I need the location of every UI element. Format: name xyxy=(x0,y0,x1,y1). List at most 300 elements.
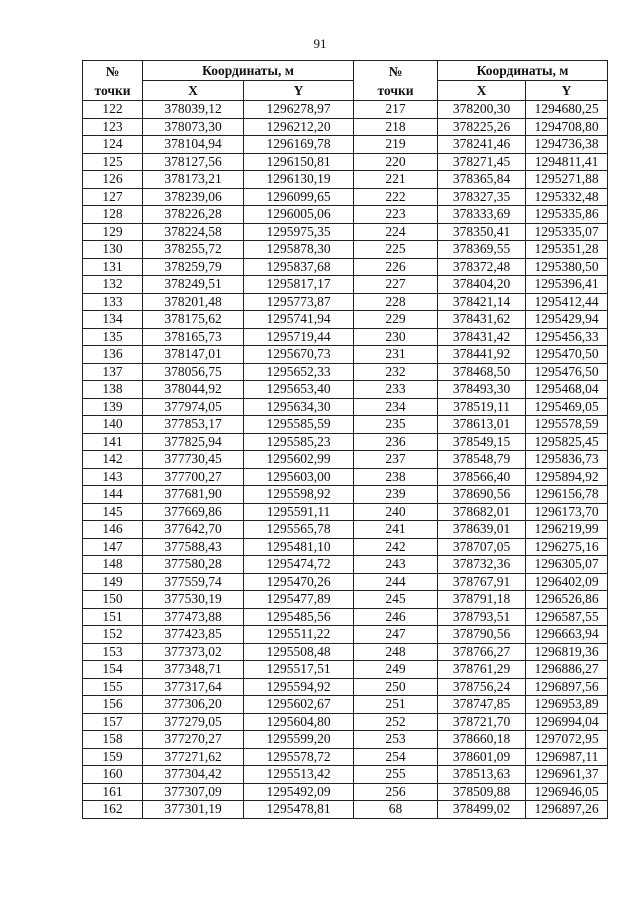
x-coordinate-right: 378350,41 xyxy=(438,223,526,241)
y-coordinate-right: 1296156,78 xyxy=(526,486,608,504)
point-number-left: 142 xyxy=(83,451,143,469)
y-coordinate-left: 1295585,23 xyxy=(244,433,354,451)
x-coordinate-left: 377559,74 xyxy=(143,573,244,591)
y-coordinate-left: 1295817,17 xyxy=(244,276,354,294)
y-coordinate-right: 1296953,89 xyxy=(526,696,608,714)
point-number-right: 240 xyxy=(354,503,438,521)
y-coordinate-right: 1296663,94 xyxy=(526,626,608,644)
y-coordinate-right: 1296587,55 xyxy=(526,608,608,626)
x-coordinate-left: 377588,43 xyxy=(143,538,244,556)
y-header-right: Y xyxy=(526,81,608,101)
x-coordinate-left: 378044,92 xyxy=(143,381,244,399)
point-number-right: 68 xyxy=(354,801,438,819)
y-coordinate-left: 1295508,48 xyxy=(244,643,354,661)
y-coordinate-left: 1296130,19 xyxy=(244,171,354,189)
x-coordinate-right: 378613,01 xyxy=(438,416,526,434)
point-number-left: 136 xyxy=(83,346,143,364)
coords-header-right: Координаты, м xyxy=(438,61,608,81)
point-label: точки xyxy=(94,82,131,98)
x-coordinate-right: 378421,14 xyxy=(438,293,526,311)
table-header xyxy=(83,61,608,101)
point-number-left: 127 xyxy=(83,188,143,206)
y-coordinate-right: 1295332,48 xyxy=(526,188,608,206)
y-coordinate-right: 1296897,56 xyxy=(526,678,608,696)
point-number-left: 147 xyxy=(83,538,143,556)
x-coordinate-left: 378104,94 xyxy=(143,136,244,154)
x-coordinate-right: 378548,79 xyxy=(438,451,526,469)
point-number-left: 135 xyxy=(83,328,143,346)
y-coordinate-left: 1295585,59 xyxy=(244,416,354,434)
point-number-right: 245 xyxy=(354,591,438,609)
x-coordinate-right: 378682,01 xyxy=(438,503,526,521)
table-row xyxy=(83,136,608,154)
y-coordinate-right: 1296819,36 xyxy=(526,643,608,661)
y-coordinate-right: 1295578,59 xyxy=(526,416,608,434)
point-number-right: 243 xyxy=(354,556,438,574)
point-number-right: 234 xyxy=(354,398,438,416)
x-coordinate-left: 378239,06 xyxy=(143,188,244,206)
point-number-left: 138 xyxy=(83,381,143,399)
point-number-left: 156 xyxy=(83,696,143,714)
x-coordinate-left: 377730,45 xyxy=(143,451,244,469)
table-row xyxy=(83,503,608,521)
x-coordinate-right: 378793,51 xyxy=(438,608,526,626)
point-number-right: 219 xyxy=(354,136,438,154)
table-row xyxy=(83,783,608,801)
x-coordinate-left: 377271,62 xyxy=(143,748,244,766)
y-coordinate-left: 1295602,99 xyxy=(244,451,354,469)
y-header-left: Y xyxy=(244,81,354,101)
table-row xyxy=(83,101,608,119)
x-coordinate-left: 378259,79 xyxy=(143,258,244,276)
y-coordinate-left: 1295634,30 xyxy=(244,398,354,416)
x-coordinate-left: 378201,48 xyxy=(143,293,244,311)
point-number-left: 150 xyxy=(83,591,143,609)
point-number-left: 144 xyxy=(83,486,143,504)
y-coordinate-left: 1295878,30 xyxy=(244,241,354,259)
table-body xyxy=(83,101,608,819)
x-coordinate-right: 378549,15 xyxy=(438,433,526,451)
y-coordinate-right: 1295396,41 xyxy=(526,276,608,294)
point-number-left: 123 xyxy=(83,118,143,136)
table-row xyxy=(83,713,608,731)
point-number-right: 252 xyxy=(354,713,438,731)
table-row xyxy=(83,328,608,346)
point-number-left: 131 xyxy=(83,258,143,276)
y-coordinate-left: 1295594,92 xyxy=(244,678,354,696)
x-coordinate-right: 378225,26 xyxy=(438,118,526,136)
point-number-left: 155 xyxy=(83,678,143,696)
table-row xyxy=(83,241,608,259)
point-number-right: 249 xyxy=(354,661,438,679)
x-coordinate-left: 377306,20 xyxy=(143,696,244,714)
table-row xyxy=(83,398,608,416)
y-coordinate-right: 1295468,04 xyxy=(526,381,608,399)
y-coordinate-left: 1295652,33 xyxy=(244,363,354,381)
point-number-right: 256 xyxy=(354,783,438,801)
x-coordinate-right: 378707,05 xyxy=(438,538,526,556)
point-number-left: 151 xyxy=(83,608,143,626)
table-row xyxy=(83,206,608,224)
table-row xyxy=(83,521,608,539)
table-row xyxy=(83,171,608,189)
point-number-header-left xyxy=(83,61,143,101)
table-row xyxy=(83,451,608,469)
point-number-left: 146 xyxy=(83,521,143,539)
point-number-left: 130 xyxy=(83,241,143,259)
x-coordinate-right: 378431,42 xyxy=(438,328,526,346)
y-coordinate-right: 1296275,16 xyxy=(526,538,608,556)
y-coordinate-right: 1296987,11 xyxy=(526,748,608,766)
x-coordinate-left: 378255,72 xyxy=(143,241,244,259)
table-row xyxy=(83,661,608,679)
y-coordinate-left: 1295517,51 xyxy=(244,661,354,679)
y-coordinate-left: 1296212,20 xyxy=(244,118,354,136)
point-number-left: 149 xyxy=(83,573,143,591)
point-number-right: 217 xyxy=(354,101,438,119)
point-number-right: 226 xyxy=(354,258,438,276)
y-coordinate-left: 1295591,11 xyxy=(244,503,354,521)
y-coordinate-left: 1295599,20 xyxy=(244,731,354,749)
point-number-left: 158 xyxy=(83,731,143,749)
y-coordinate-left: 1295598,92 xyxy=(244,486,354,504)
y-coordinate-right: 1295825,45 xyxy=(526,433,608,451)
point-number-right: 230 xyxy=(354,328,438,346)
table-row xyxy=(83,731,608,749)
table-row xyxy=(83,276,608,294)
page-number: 91 xyxy=(313,36,327,51)
point-number-right: 248 xyxy=(354,643,438,661)
x-coordinate-left: 378127,56 xyxy=(143,153,244,171)
y-coordinate-left: 1295741,94 xyxy=(244,311,354,329)
y-coordinate-right: 1296961,37 xyxy=(526,766,608,784)
y-coordinate-left: 1295485,56 xyxy=(244,608,354,626)
table-row xyxy=(83,538,608,556)
point-number-left: 145 xyxy=(83,503,143,521)
y-coordinate-right: 1295412,44 xyxy=(526,293,608,311)
y-coordinate-left: 1295975,35 xyxy=(244,223,354,241)
x-coordinate-left: 377473,88 xyxy=(143,608,244,626)
y-coordinate-left: 1295477,89 xyxy=(244,591,354,609)
x-coordinate-left: 377669,86 xyxy=(143,503,244,521)
y-coordinate-left: 1295603,00 xyxy=(244,468,354,486)
y-coordinate-right: 1295470,50 xyxy=(526,346,608,364)
table-row xyxy=(83,626,608,644)
point-number-right: 235 xyxy=(354,416,438,434)
point-number-right: 237 xyxy=(354,451,438,469)
point-number-left: 128 xyxy=(83,206,143,224)
y-coordinate-left: 1296005,06 xyxy=(244,206,354,224)
point-number-right: 241 xyxy=(354,521,438,539)
point-number-right: 229 xyxy=(354,311,438,329)
point-number-right: 239 xyxy=(354,486,438,504)
y-coordinate-right: 1294708,80 xyxy=(526,118,608,136)
point-number-right: 227 xyxy=(354,276,438,294)
table-row xyxy=(83,766,608,784)
point-number-left: 139 xyxy=(83,398,143,416)
y-coordinate-left: 1295478,81 xyxy=(244,801,354,819)
x-coordinate-left: 378175,62 xyxy=(143,311,244,329)
table-row xyxy=(83,293,608,311)
y-coordinate-left: 1295481,10 xyxy=(244,538,354,556)
table-row xyxy=(83,258,608,276)
table-row xyxy=(83,573,608,591)
point-number-left: 162 xyxy=(83,801,143,819)
y-coordinate-left: 1295470,26 xyxy=(244,573,354,591)
table-row xyxy=(83,363,608,381)
point-number-left: 137 xyxy=(83,363,143,381)
y-coordinate-left: 1296150,81 xyxy=(244,153,354,171)
x-coordinate-right: 378791,18 xyxy=(438,591,526,609)
y-coordinate-left: 1295653,40 xyxy=(244,381,354,399)
point-number-right: 247 xyxy=(354,626,438,644)
y-coordinate-right: 1295380,50 xyxy=(526,258,608,276)
x-coordinate-right: 378200,30 xyxy=(438,101,526,119)
x-coordinate-right: 378566,40 xyxy=(438,468,526,486)
y-coordinate-left: 1295604,80 xyxy=(244,713,354,731)
y-coordinate-left: 1295602,67 xyxy=(244,696,354,714)
y-coordinate-left: 1295670,73 xyxy=(244,346,354,364)
table-row xyxy=(83,346,608,364)
point-number-right: 242 xyxy=(354,538,438,556)
point-number-left: 125 xyxy=(83,153,143,171)
point-number-left: 129 xyxy=(83,223,143,241)
x-coordinate-right: 378639,01 xyxy=(438,521,526,539)
point-number-right: 246 xyxy=(354,608,438,626)
coords-header-left: Координаты, м xyxy=(143,61,354,81)
y-coordinate-right: 1295335,07 xyxy=(526,223,608,241)
point-number-left: 132 xyxy=(83,276,143,294)
y-coordinate-right: 1295469,05 xyxy=(526,398,608,416)
x-coordinate-right: 378790,56 xyxy=(438,626,526,644)
x-coordinate-left: 377307,09 xyxy=(143,783,244,801)
point-number-left: 159 xyxy=(83,748,143,766)
x-coordinate-right: 378365,84 xyxy=(438,171,526,189)
table-row xyxy=(83,678,608,696)
y-coordinate-left: 1296278,97 xyxy=(244,101,354,119)
x-coordinate-left: 377348,71 xyxy=(143,661,244,679)
y-coordinate-right: 1296173,70 xyxy=(526,503,608,521)
x-coordinate-right: 378601,09 xyxy=(438,748,526,766)
point-number-right: 254 xyxy=(354,748,438,766)
y-coordinate-right: 1297072,95 xyxy=(526,731,608,749)
x-header-right: X xyxy=(438,81,526,101)
y-coordinate-right: 1295335,86 xyxy=(526,206,608,224)
table-row xyxy=(83,433,608,451)
point-number-left: 143 xyxy=(83,468,143,486)
table-row xyxy=(83,801,608,819)
y-coordinate-right: 1296886,27 xyxy=(526,661,608,679)
point-number-right: 222 xyxy=(354,188,438,206)
point-number-right: 238 xyxy=(354,468,438,486)
x-coordinate-right: 378747,85 xyxy=(438,696,526,714)
x-coordinate-left: 377304,42 xyxy=(143,766,244,784)
x-coordinate-right: 378756,24 xyxy=(438,678,526,696)
point-number-right: 220 xyxy=(354,153,438,171)
table-row xyxy=(83,608,608,626)
point-number-right: 225 xyxy=(354,241,438,259)
y-coordinate-left: 1295578,72 xyxy=(244,748,354,766)
y-coordinate-right: 1296402,09 xyxy=(526,573,608,591)
table-row xyxy=(83,416,608,434)
point-number-left: 152 xyxy=(83,626,143,644)
point-label: точки xyxy=(377,82,414,98)
y-coordinate-right: 1296305,07 xyxy=(526,556,608,574)
x-coordinate-right: 378732,36 xyxy=(438,556,526,574)
y-coordinate-right: 1296897,26 xyxy=(526,801,608,819)
y-coordinate-right: 1294736,38 xyxy=(526,136,608,154)
y-coordinate-left: 1295513,42 xyxy=(244,766,354,784)
x-coordinate-left: 378224,58 xyxy=(143,223,244,241)
x-coordinate-right: 378493,30 xyxy=(438,381,526,399)
x-coordinate-right: 378271,45 xyxy=(438,153,526,171)
x-coordinate-left: 378165,73 xyxy=(143,328,244,346)
point-number-right: 218 xyxy=(354,118,438,136)
point-number-header-right xyxy=(354,61,438,101)
point-number-right: 231 xyxy=(354,346,438,364)
point-number-left: 153 xyxy=(83,643,143,661)
point-number-right: 232 xyxy=(354,363,438,381)
point-number-left: 124 xyxy=(83,136,143,154)
x-coordinate-right: 378468,50 xyxy=(438,363,526,381)
x-coordinate-right: 378721,70 xyxy=(438,713,526,731)
table-row xyxy=(83,381,608,399)
point-number-right: 251 xyxy=(354,696,438,714)
x-coordinate-right: 378441,92 xyxy=(438,346,526,364)
point-number-right: 221 xyxy=(354,171,438,189)
y-coordinate-right: 1295894,92 xyxy=(526,468,608,486)
point-number-right: 253 xyxy=(354,731,438,749)
x-coordinate-left: 378056,75 xyxy=(143,363,244,381)
x-coordinate-left: 377317,64 xyxy=(143,678,244,696)
table-row xyxy=(83,748,608,766)
x-coordinate-left: 377642,70 xyxy=(143,521,244,539)
table-row xyxy=(83,468,608,486)
x-coordinate-left: 377301,19 xyxy=(143,801,244,819)
point-number-left: 161 xyxy=(83,783,143,801)
y-coordinate-left: 1295773,87 xyxy=(244,293,354,311)
y-coordinate-left: 1295837,68 xyxy=(244,258,354,276)
point-number-left: 134 xyxy=(83,311,143,329)
y-coordinate-right: 1295271,88 xyxy=(526,171,608,189)
x-coordinate-left: 377270,27 xyxy=(143,731,244,749)
number-sign: № xyxy=(105,63,120,79)
x-coordinate-right: 378333,69 xyxy=(438,206,526,224)
y-coordinate-left: 1296099,65 xyxy=(244,188,354,206)
point-number-right: 255 xyxy=(354,766,438,784)
x-coordinate-right: 378431,62 xyxy=(438,311,526,329)
x-coordinate-left: 377853,17 xyxy=(143,416,244,434)
table-row xyxy=(83,486,608,504)
y-coordinate-left: 1295511,22 xyxy=(244,626,354,644)
y-coordinate-right: 1295476,50 xyxy=(526,363,608,381)
x-coordinate-left: 377530,19 xyxy=(143,591,244,609)
x-coordinate-right: 378499,02 xyxy=(438,801,526,819)
x-coordinate-left: 377681,90 xyxy=(143,486,244,504)
x-coordinate-left: 378039,12 xyxy=(143,101,244,119)
y-coordinate-right: 1295351,28 xyxy=(526,241,608,259)
point-number-left: 126 xyxy=(83,171,143,189)
x-coordinate-right: 378327,35 xyxy=(438,188,526,206)
x-coordinate-left: 377580,28 xyxy=(143,556,244,574)
x-coordinate-right: 378369,55 xyxy=(438,241,526,259)
table-row xyxy=(83,643,608,661)
x-coordinate-right: 378519,11 xyxy=(438,398,526,416)
point-number-right: 223 xyxy=(354,206,438,224)
x-coordinate-left: 377423,85 xyxy=(143,626,244,644)
point-number-left: 157 xyxy=(83,713,143,731)
point-number-left: 154 xyxy=(83,661,143,679)
point-number-right: 250 xyxy=(354,678,438,696)
x-coordinate-left: 377373,02 xyxy=(143,643,244,661)
point-number-right: 224 xyxy=(354,223,438,241)
x-coordinate-right: 378513,63 xyxy=(438,766,526,784)
point-number-left: 133 xyxy=(83,293,143,311)
point-number-left: 122 xyxy=(83,101,143,119)
point-number-right: 233 xyxy=(354,381,438,399)
y-coordinate-right: 1295429,94 xyxy=(526,311,608,329)
x-coordinate-right: 378690,56 xyxy=(438,486,526,504)
table-row xyxy=(83,153,608,171)
x-coordinate-right: 378766,27 xyxy=(438,643,526,661)
y-coordinate-right: 1296219,99 xyxy=(526,521,608,539)
x-coordinate-left: 377825,94 xyxy=(143,433,244,451)
point-number-left: 140 xyxy=(83,416,143,434)
y-coordinate-right: 1294811,41 xyxy=(526,153,608,171)
table-row xyxy=(83,556,608,574)
x-coordinate-right: 378241,46 xyxy=(438,136,526,154)
y-coordinate-right: 1296526,86 xyxy=(526,591,608,609)
x-coordinate-left: 378173,21 xyxy=(143,171,244,189)
y-coordinate-left: 1295492,09 xyxy=(244,783,354,801)
y-coordinate-left: 1295565,78 xyxy=(244,521,354,539)
x-coordinate-right: 378372,48 xyxy=(438,258,526,276)
y-coordinate-left: 1295719,44 xyxy=(244,328,354,346)
table-row xyxy=(83,188,608,206)
point-number-right: 244 xyxy=(354,573,438,591)
point-number-left: 160 xyxy=(83,766,143,784)
y-coordinate-right: 1295836,73 xyxy=(526,451,608,469)
x-coordinate-left: 378226,28 xyxy=(143,206,244,224)
table-row xyxy=(83,223,608,241)
point-number-right: 236 xyxy=(354,433,438,451)
x-header-left: X xyxy=(143,81,244,101)
x-coordinate-right: 378509,88 xyxy=(438,783,526,801)
y-coordinate-left: 1295474,72 xyxy=(244,556,354,574)
number-sign: № xyxy=(388,63,403,79)
coordinates-table xyxy=(82,60,608,819)
table-row xyxy=(83,696,608,714)
table-row xyxy=(83,311,608,329)
x-coordinate-left: 378249,51 xyxy=(143,276,244,294)
x-coordinate-right: 378767,91 xyxy=(438,573,526,591)
x-coordinate-left: 377974,05 xyxy=(143,398,244,416)
x-coordinate-right: 378660,18 xyxy=(438,731,526,749)
x-coordinate-right: 378404,20 xyxy=(438,276,526,294)
table-row xyxy=(83,118,608,136)
table-row xyxy=(83,591,608,609)
x-coordinate-left: 378147,01 xyxy=(143,346,244,364)
x-coordinate-left: 377700,27 xyxy=(143,468,244,486)
y-coordinate-right: 1296994,04 xyxy=(526,713,608,731)
point-number-left: 141 xyxy=(83,433,143,451)
x-coordinate-right: 378761,29 xyxy=(438,661,526,679)
y-coordinate-right: 1294680,25 xyxy=(526,101,608,119)
x-coordinate-left: 377279,05 xyxy=(143,713,244,731)
x-coordinate-left: 378073,30 xyxy=(143,118,244,136)
point-number-left: 148 xyxy=(83,556,143,574)
point-number-right: 228 xyxy=(354,293,438,311)
